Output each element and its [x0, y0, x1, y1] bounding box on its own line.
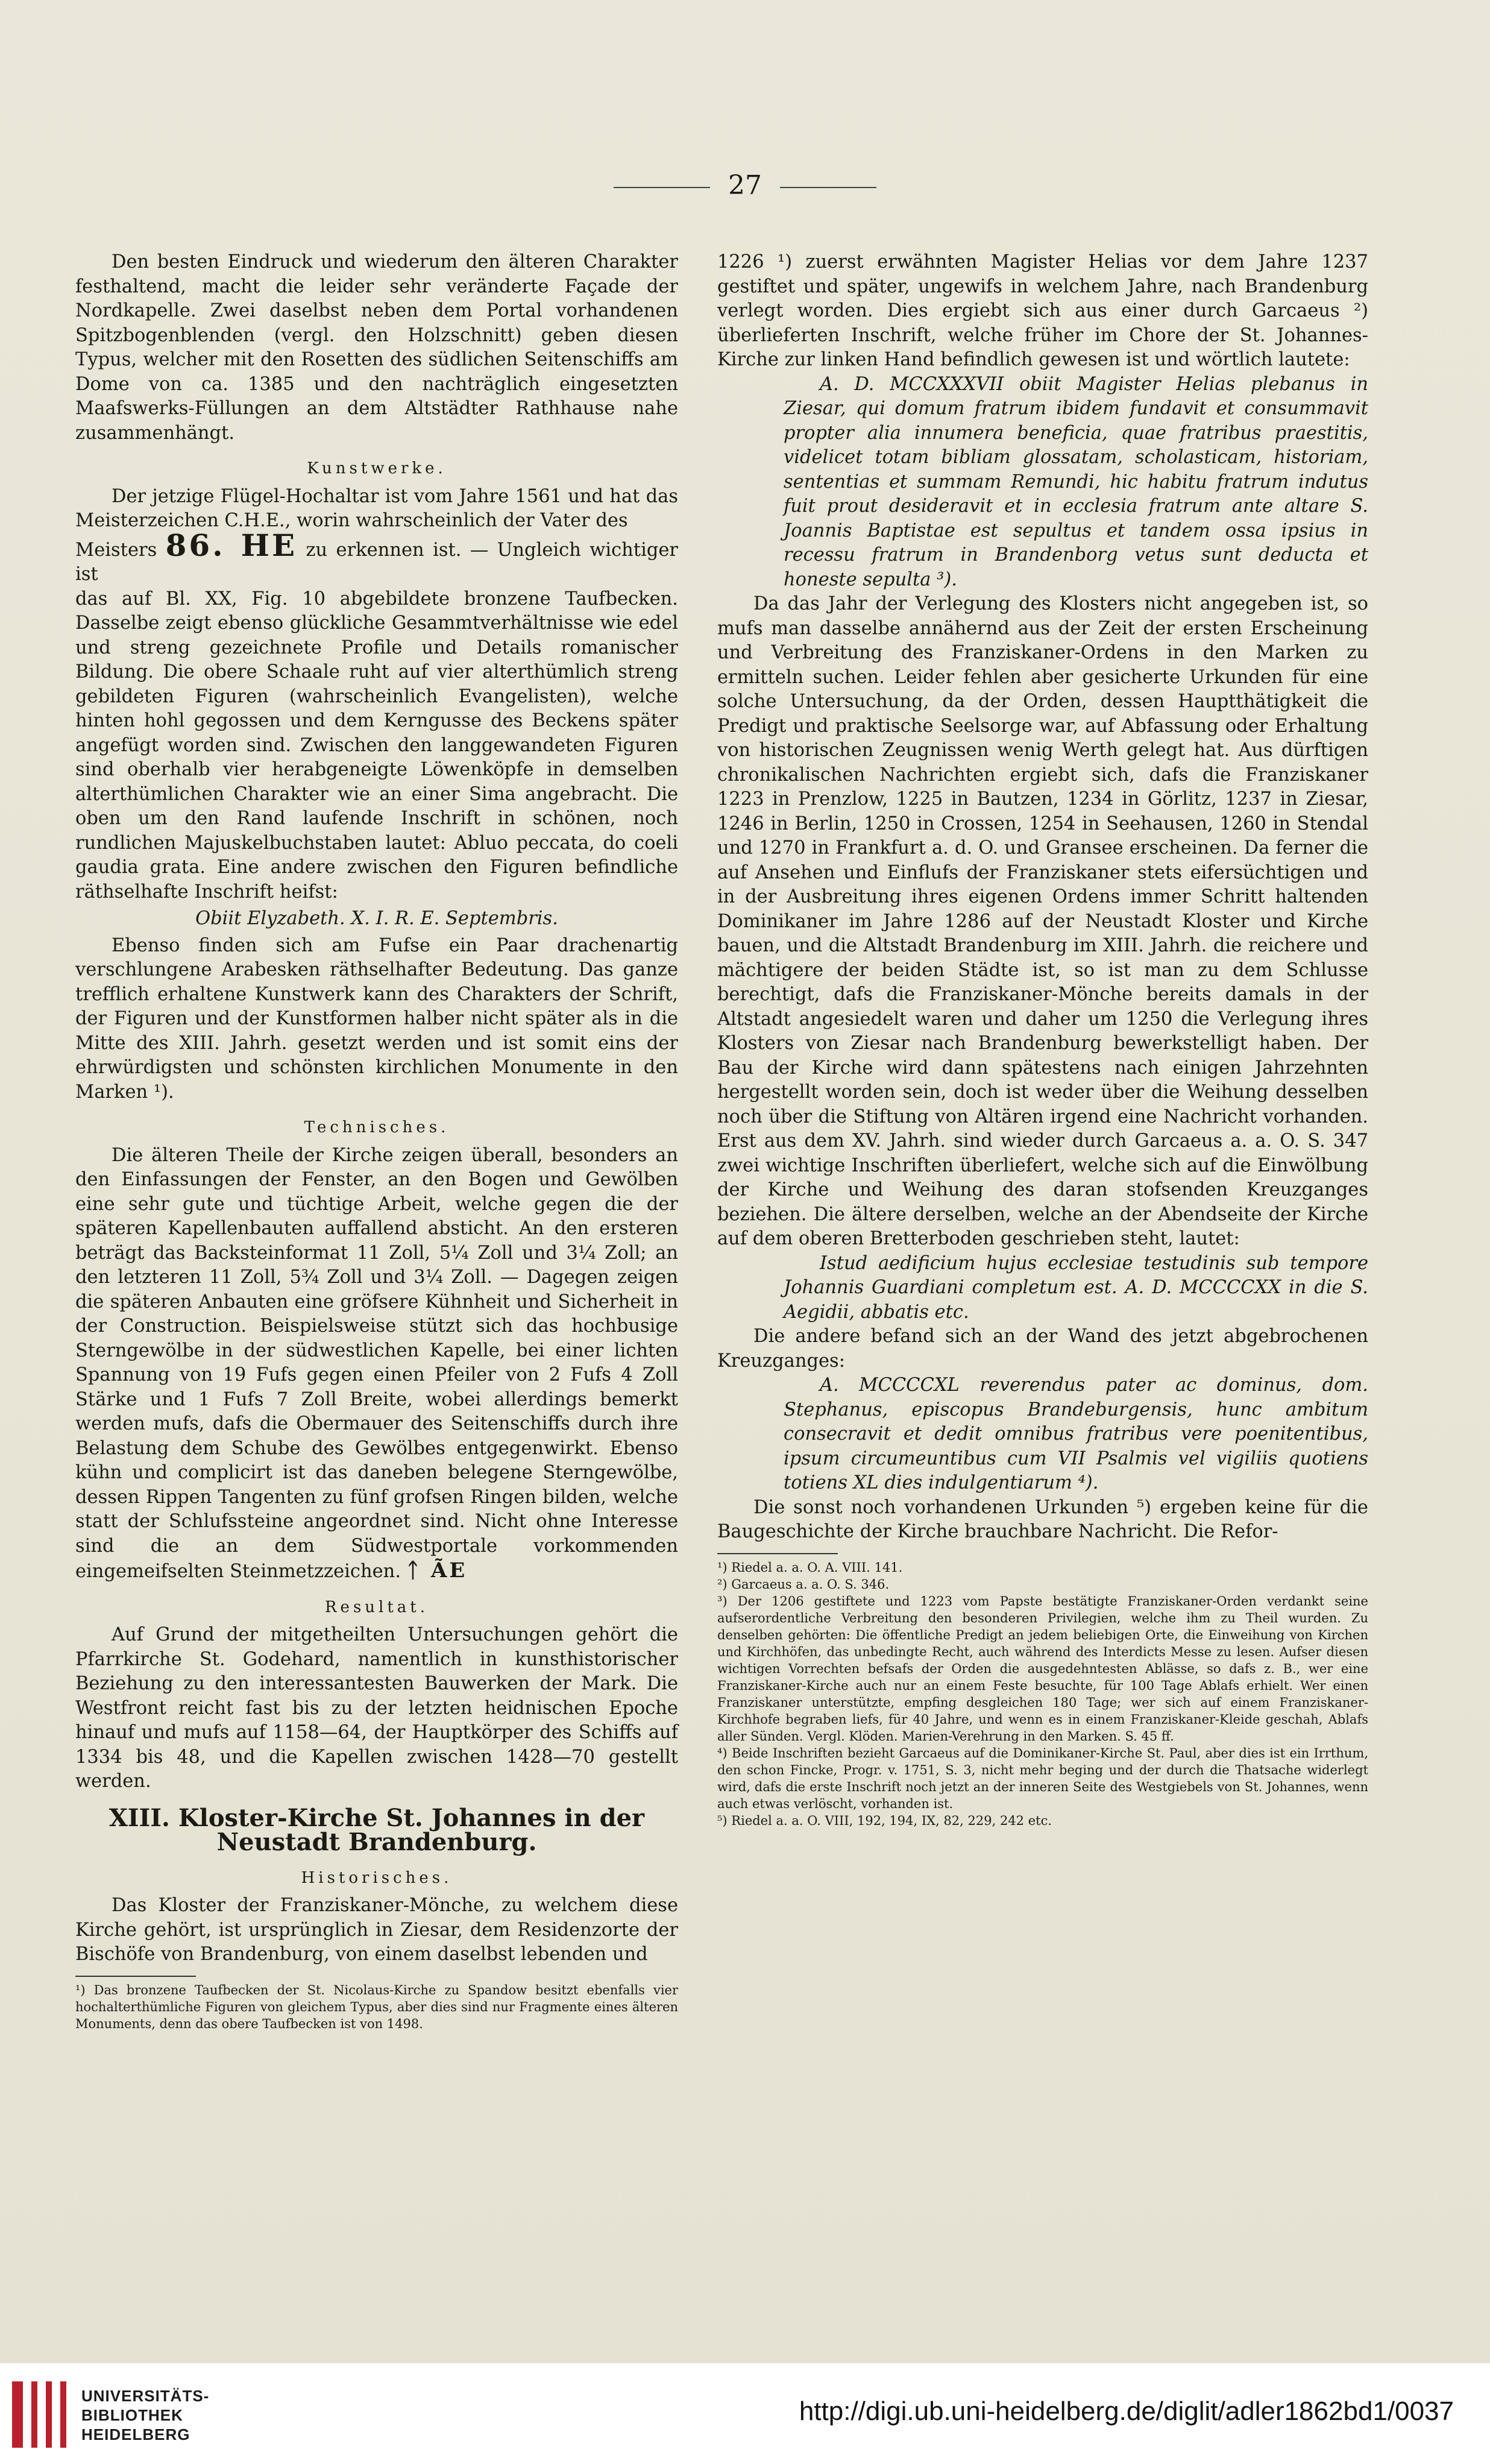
- meisters-line-start: Meisters: [75, 539, 157, 561]
- inscription-quote-1: A. D. MCCXXXVII obiit Magister Helias plebanus in Ziesar, qui domum fratrum ibidem fundavit et consummavit propter alia innumera beneficia, quae fratribus praestitis, videlicet totam bibliam glossatam, scholasticam, historiam, sententias et summam Remundi, hic habitu fratrum indutus fuit prout desideravit et in ecclesia fratrum ante altare S. Joannis Baptistae est sepultus et tandem ossa ipsius in recessu fratrum in Brandenborg vetus sunt deducta et honeste sepulta ³).: [784, 373, 1368, 590]
- kunstwerke-heading: Kunstwerke.: [307, 459, 447, 477]
- footnote-right-4: ⁴) Beide Inschriften bezieht Garcaeus auf die Dominikaner-Kirche St. Paul, aber dies ist ein Irrthum, den schon Fincke, Progr. v. 1751, S. 3, nicht mehr beging und der durch die Thatsache widerlegt wird, dafs die erste Inschrift noch jetzt an der inneren Seite des Westgiebels von St. Johannes, wenn auch etwas verlöscht, vorhanden ist.: [717, 1745, 1368, 1811]
- library-name-line-1: UNIVERSITÄTS-: [81, 2387, 210, 2405]
- footnote-right-2: ²) Garcaeus a. a. O. S. 346.: [717, 1577, 890, 1592]
- kunstwerke-paragraph-2: das auf Bl. XX, Fig. 10 abgebildete bronzene Taufbecken. Dasselbe zeigt ebenso glückliche Gesammtverhältnisse wie edel und streng gezeichnete Profile und Details romanischer Bildung. Die obere Schaale ruht auf vier alterthümlich streng gebildeten Figuren (wahrscheinlich Evangelisten), welche hinten hohl gegossen und dem Kerngusse des Beckens später angefügt worden sind. Zwischen den langgewandeten Figuren sind oberhalb vier herabgeneigte Löwenköpfe in demselben alterthümlichen Charakter wie an einer Sima angebracht. Die oben um den Rand laufende Inschrift in schönen, noch rundlichen Majuskelbuchstaben lautet: Abluo peccata, do coeli gaudia grata. Eine andere zwischen den Figuren befindliche räthselhafte Inschrift heifst:: [75, 588, 678, 903]
- page-number-rule-left: [614, 187, 710, 188]
- left-column: [75, 250, 678, 2032]
- right-paragraph-4: Die sonst noch vorhandenen Urkunden ⁵) ergeben keine für die Baugeschichte der Kirche brauchbare Nachricht. Die Refor-: [717, 1496, 1368, 1542]
- right-paragraph-3: Die andere befand sich an der Wand des jetzt abgebrochenen Kreuzganges:: [717, 1326, 1368, 1372]
- inscription-line: Obiit Elyzabeth. X. I. R. E. Septembris.: [195, 908, 558, 929]
- footnotes-right: [717, 1559, 1368, 1829]
- master-mark: 86. HE: [165, 527, 298, 563]
- historisches-heading: Historisches.: [301, 1868, 453, 1887]
- right-column: [717, 250, 1368, 1829]
- library-name: [81, 2386, 209, 2444]
- library-logo-icon: [12, 2381, 66, 2448]
- intro-paragraph: Den besten Eindruck und wiederum den älteren Charakter festhaltend, macht die leider sehr veränderte Façade der Nordkapelle. Zwei daselbst neben dem Portal vorhandenen Spitzbogenblenden (vergl. den Holzschnitt) geben diesen Typus, welcher mit den Rosetten des südlichen Seitenschiffs am Dome von ca. 1385 und den nachträglich eingesetzten Maafswerks-Füllungen an dem Altstädter Rathhause nahe zusammenhängt.: [75, 251, 678, 444]
- footnotes-left: [75, 1982, 678, 2032]
- historisches-paragraph: Das Kloster der Franziskaner-Mönche, zu welchem diese Kirche gehört, ist ursprünglich in Ziesar, dem Residenzorte der Bischöfe von Brandenburg, von einem daselbst lebenden und: [75, 1895, 678, 1965]
- footnote-left-1: ¹) Das bronzene Taufbecken der St. Nicolaus-Kirche zu Spandow besitzt ebenfalls vier hochalterthümliche Figuren von gleichem Typus, aber dies sind nur Fragmente eines älteren Monuments, denn das obere Taufbecken ist von 1498.: [75, 1982, 678, 2031]
- library-name-line-2: BIBLIOTHEK: [81, 2406, 183, 2424]
- technisches-text: Die älteren Theile der Kirche zeigen überall, besonders an den Einfassungen der Fenster, an den Bogen und Gewölben eine sehr gute und tüchtige Arbeit, welche gegen die der späteren Kapellenbauten auffallend absticht. An den ersteren beträgt das Backsteinformat 11 Zoll, 5¼ Zoll und 3¼ Zoll; an den letzteren 11 Zoll, 5¾ Zoll und 3¼ Zoll. — Dagegen zeigen die späteren Anbauten eine gröfsere Kühnheit und Sicherheit in der Construction. Beispielsweise stützt sich das hochbusige Sterngewölbe in der südwestlichen Kapelle, bei einer lichten Spannung von 19 Fufs gegen einen Pfeiler von 2 Fufs 4 Zoll Stärke und 1 Fufs 7 Zoll Breite, wobei allerdings bemerkt werden mufs, dafs die Obermauer des Seitenschiffs durch ihre Belastung dem Schube des Gewölbes entgegenwirkt. Ebenso kühn und complicirt ist das daneben belegene Sterngewölbe, dessen Rippen Tangenten zu fünf grofsen Ringen bilden, welche statt der Schlufssteine angeordnet sind. Nicht ohne Interesse sind die an dem Südwestportale vorkommenden eingemeifselten Steinmetzzeichen.: [75, 1144, 678, 1582]
- meisters-line-end: zu erkennen ist. — Ungleich wichtiger ist: [75, 539, 678, 585]
- kunstwerke-paragraph-3: Ebenso finden sich am Fufse ein Paar drachenartig verschlungene Arabesken räthselhafter Bedeutung. Das ganze trefflich erhaltene Kunstwerk kann des Charakters der Schrift, der Figuren und der Kunstformen halber nicht später als in die Mitte des XIII. Jahrh. gesetzt werden und ist somit eins der ehrwürdigsten und schönsten kirchlichen Monumente in den Marken ¹).: [75, 934, 678, 1103]
- footnote-rule-right: [717, 1553, 838, 1554]
- footnote-right-5: ⁵) Riedel a. a. O. VIII, 192, 194, IX, 82, 229, 242 etc.: [717, 1813, 1052, 1828]
- meisters-line: [75, 527, 678, 587]
- technisches-heading: Technisches.: [304, 1118, 450, 1136]
- inscription-quote-3: A. MCCCCXL reverendus pater ac dominus, dom. Stephanus, episcopus Brandeburgensis, hunc ambitum consecravit et dedit omnibus fratribus vere poenitentibus, ipsum circumeuntibus cum VII Psalmis vel vigiliis quotiens totiens XL dies indulgentiarum ⁴).: [784, 1375, 1368, 1493]
- library-name-line-3: HEIDELBERG: [81, 2425, 190, 2444]
- page-number-text: 27: [728, 170, 762, 201]
- inscription-quote-2: Istud aedificium hujus ecclesiae testudinis sub tempore Johannis Guardiani completum est. A. D. MCCCCXX in die S. Aegidii, abbatis etc.: [784, 1252, 1368, 1323]
- right-paragraph-2: Da das Jahr der Verlegung des Klosters nicht angegeben ist, so mufs man dasselbe annähernd aus der Zeit der ersten Erscheinung und Verbreitung des Franziskaner-Ordens in den Marken zu ermitteln suchen. Leider fehlen aber gesicherte Urkunden für eine solche Untersuchung, da der Orden, dessen Hauptthätigkeit die Predigt und praktische Seelsorge war, auf Abfassung oder Erhaltung von historischen Zeugnissen wenig Werth gelegt hat. Aus dürftigen chronikalischen Nachrichten ergiebt sich, dafs die Franziskaner 1223 in Prenzlow, 1225 in Bautzen, 1234 in Görlitz, 1237 in Ziesar, 1246 in Berlin, 1250 in Crossen, 1254 in Seehausen, 1260 in Stendal und 1270 in Frankfurt a. d. O. und Gransee erscheinen. Da ferner die auf Ansehen und Einflufs der Franziskaner stets eifersüchtigen und in der Ausbreitung ihres eigenen Ordens immer Schritt haltenden Dominikaner im Jahre 1286 auf der Neustadt Kloster und Kirche bauen, und die Altstadt Brandenburg im XIII. Jahrh. die reichere und mächtigere der beiden Städte ist, so ist man zu dem Schlusse berechtigt, dafs die Franziskaner-Mönche bereits damals in der Altstadt angesiedelt waren und daher um 1250 die Verlegung ihres Klosters von Ziesar nach Brandenburg bewerkstelligt haben. Der Bau der Kirche wird dann spätestens nach einigen Jahrzehnten hergestellt worden sein, doch ist weder über die Weihung desselben noch über die Stiftung von Altären irgend eine Nachricht vorhanden. Erst aus dem XV. Jahrh. sind wieder durch Garcaeus a. a. O. S. 347 zwei wichtige Inschriften überliefert, welche sich auf die Einwölbung der Kirche und Weihung des daran stofsenden Kreuzganges beziehen. Die ältere derselben, welche an der Abendseite der Kirche auf dem oberen Bretterboden geschrieben steht, lautet:: [717, 593, 1368, 1249]
- chapter-title: XIII. Kloster-Kirche St. Johannes in der Neustadt Brandenburg.: [108, 1803, 645, 1856]
- resultat-heading: Resultat.: [324, 1598, 429, 1616]
- footnote-rule-left: [75, 1976, 196, 1977]
- footnote-right-1: ¹) Riedel a. a. O. A. VIII. 141.: [717, 1560, 903, 1575]
- resultat-paragraph: Auf Grund der mitgetheilten Untersuchungen gehört die Pfarrkirche St. Godehard, namentlich in kunsthistorischer Beziehung zu den interessantesten Bauwerken der Mark. Die Westfront reicht fast bis zu der letzten heidnischen Epoche hinauf und mufs auf 1158—64, der Hauptkörper des Schiffs auf 1334 bis 48, und die Kapellen zwischen 1428—70 gestellt werden.: [75, 1624, 678, 1792]
- right-paragraph-1: 1226 ¹) zuerst erwähnten Magister Helias vor dem Jahre 1237 gestiftet und später, ungewifs in welchem Jahre, nach Brandenburg verlegt worden. Dies ergiebt sich aus einer durch Garcaeus ²) überlieferten Inschrift, welche früher im Chore der St. Johannes-Kirche zur linken Hand befindlich gewesen ist und wörtlich lautete:: [717, 251, 1368, 370]
- kunstwerke-paragraph-1: Der jetzige Flügel-Hochaltar ist vom Jahre 1561 und hat das Meisterzeichen C.H.E., worin wahrscheinlich der Vater des: [75, 485, 678, 531]
- footnote-right-3: ³) Der 1206 gestiftete und 1223 vom Papste bestätigte Franziskaner-Orden verdankt seine aufserordentliche Verbreitung den besonderen Privilegien, welche ihm zu Theil wurden. Zu denselben gehörten: Die öffentliche Predigt an jedem beliebigen Orte, die Einweihung von Kirchen und Kirchhöfen, das unbedingte Recht, auch während des Interdicts Messe zu lesen. Aufser diesen wichtigen Vorrechten befsafs der Orden die ausgedehntesten Ablässe, so dafs z. B., wer eine Franziskaner-Kirche auch nur an einem Feste besuchte, für 100 Tage Ablafs erhielt. Wer einen Franziskaner unterstützte, empfing desgleichen 180 Tage; wer sich auf einem Franziskaner-Kirchhofe begraben liefs, für 40 Jahre, und wenn es in einem Franziskaner-Kleide geschah, Ablafs aller Sünden. Vergl. Klöden. Marien-Verehrung in den Marken. S. 45 ff.: [717, 1593, 1368, 1744]
- permalink-url[interactable]: http://digi.ub.uni-heidelberg.de/diglit/adler1862bd1/0037: [799, 2396, 1454, 2426]
- mason-marks: ᛏ ÃE: [406, 1558, 468, 1583]
- page-number: [0, 170, 1490, 201]
- technisches-paragraph: [75, 1144, 678, 1584]
- page-number-rule-right: [780, 187, 876, 188]
